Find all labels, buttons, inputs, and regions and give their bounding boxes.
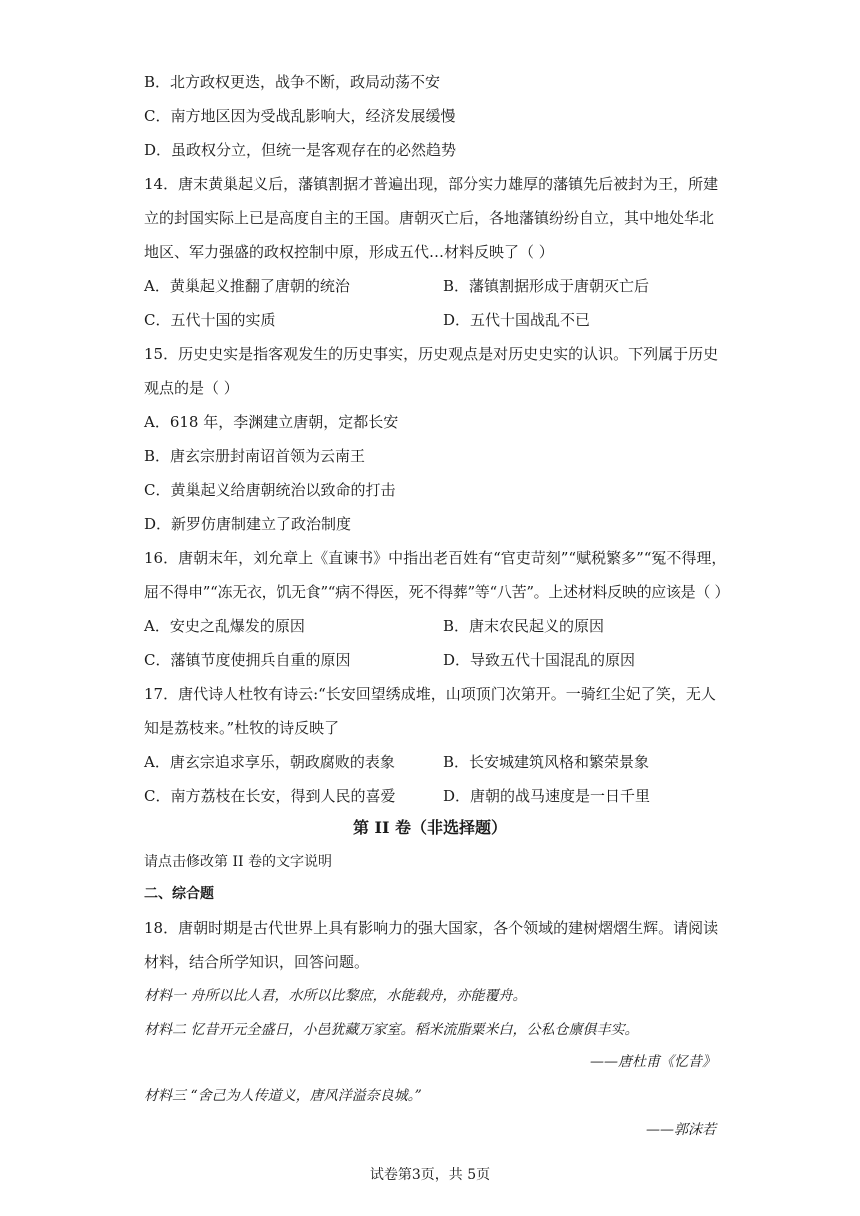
q15-option-d: D．新罗仿唐制建立了政治制度 — [144, 515, 352, 533]
q15-option-c: C．黄巢起义给唐朝统治以致命的打击 — [144, 481, 396, 499]
q14-stem-line1: 14．唐末黄巢起义后，藩镇割据才普遍出现，部分实力雄厚的藩镇先后被封为王，所建 — [144, 175, 719, 193]
q16-option-b: B．唐末农民起义的原因 — [443, 617, 605, 635]
material-2: 材料二 忆昔开元全盛日，小邑犹藏万家室。稻米流脂粟米白，公私仓廪俱丰实。 — [144, 1022, 639, 1038]
q17-option-b: B．长安城建筑风格和繁荣景象 — [443, 753, 650, 771]
q15-stem-line2: 观点的是（ ） — [144, 379, 239, 397]
q14-stem-line3: 地区、军力强盛的政权控制中原，形成五代…材料反映了（ ） — [144, 243, 554, 261]
q14-option-b: B．藩镇割据形成于唐朝灭亡后 — [443, 277, 650, 295]
q14-option-a: A．黄巢起义推翻了唐朝的统治 — [144, 277, 350, 295]
q15-option-a: A．618 年，李渊建立唐朝，定都长安 — [144, 413, 399, 431]
q17-option-a: A．唐玄宗追求享乐，朝政腐败的表象 — [144, 753, 395, 771]
material-3-source: ——郭沫若 — [646, 1122, 716, 1138]
q17-option-c: C．南方荔枝在长安，得到人民的喜爱 — [144, 787, 396, 805]
q15-option-b: B．唐玄宗册封南诏首领为云南王 — [144, 447, 366, 465]
page-footer: 试卷第3页，共 5页 — [369, 1167, 491, 1183]
q15-stem-line1: 15．历史史实是指客观发生的历史事实，历史观点是对历史史实的认识。下列属于历史 — [144, 345, 719, 363]
q18-stem-line2: 材料，结合所学知识，回答问题。 — [144, 953, 370, 971]
volume-2-title: 第 II 卷（非选择题） — [352, 818, 508, 837]
q16-option-d: D．导致五代十国混乱的原因 — [443, 651, 636, 669]
material-1: 材料一 舟所以比人君，水所以比黎庶，水能载舟，亦能覆舟。 — [144, 988, 527, 1004]
q14-stem-line2: 立的封国实际上已是高度自主的王国。唐朝灭亡后，各地藩镇纷纷自立，其中地处华北 — [144, 209, 715, 227]
q13-option-d: D．虽政权分立，但统一是客观存在的必然趋势 — [144, 141, 457, 159]
q14-option-c: C．五代十国的实质 — [144, 311, 276, 329]
q14-option-d: D．五代十国战乱不已 — [443, 311, 591, 329]
material-2-source: ——唐杜甫《忆昔》 — [590, 1054, 716, 1070]
q18-stem-line1: 18．唐朝时期是古代世界上具有影响力的强大国家，各个领域的建树熠熠生辉。请阅读 — [144, 919, 719, 937]
material-3: 材料三 “舍己为人传道义，唐风洋溢奈良城。” — [144, 1088, 422, 1104]
q16-stem-line2: 屈不得申”“冻无衣，饥无食”“病不得医，死不得葬”等“八苦”。上述材料反映的应该是（ ） — [144, 583, 730, 601]
q17-option-d: D．唐朝的战马速度是一日千里 — [443, 787, 651, 805]
q13-option-c: C．南方地区因为受战乱影响大，经济发展缓慢 — [144, 107, 456, 125]
q17-stem-line1: 17．唐代诗人杜牧有诗云:“长安回望绣成堆，山项顶门次第开。一骑红尘妃了笑，无人 — [144, 685, 716, 703]
section-2-heading: 二、综合题 — [144, 886, 214, 902]
q13-option-b: B．北方政权更迭，战争不断，政局动荡不安 — [144, 73, 441, 91]
q17-stem-line2: 知是荔枝来。”杜牧的诗反映了 — [144, 719, 340, 737]
q16-option-c: C．藩镇节度使拥兵自重的原因 — [144, 651, 351, 669]
volume-2-note: 请点击修改第 II 卷的文字说明 — [144, 854, 332, 870]
q16-stem-line1: 16．唐朝末年，刘允章上《直谏书》中指出老百姓有“官吏苛刻”“赋税繁多”“冤不得理， — [144, 549, 727, 567]
q16-option-a: A．安史之乱爆发的原因 — [144, 617, 305, 635]
